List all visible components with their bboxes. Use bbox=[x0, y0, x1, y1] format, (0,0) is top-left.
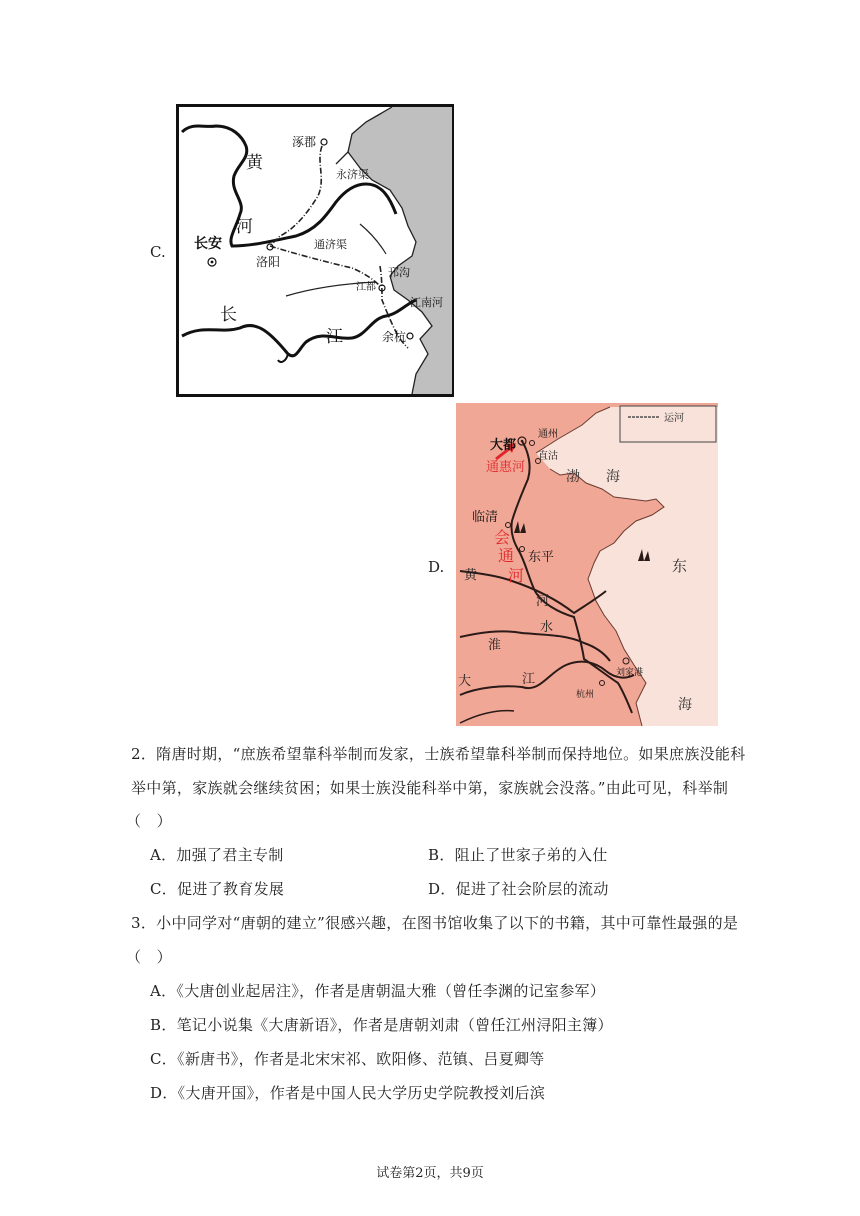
option-d-label: D. bbox=[428, 558, 445, 576]
map-c-label-jiang: 江 bbox=[326, 327, 343, 347]
map-d-legend-canal: 运河 bbox=[664, 413, 684, 424]
map-d-label-dadu: 大都 bbox=[490, 438, 517, 453]
map-c-label-hangou: 邗沟 bbox=[388, 266, 410, 279]
page-footer: 试卷第2页，共9页 bbox=[376, 1166, 484, 1181]
map-c-label-huang: 黄 bbox=[246, 153, 263, 173]
map-c-label-chang: 长 bbox=[220, 305, 237, 325]
map-c-label-jiangdu: 江都 bbox=[356, 282, 376, 293]
map-d-yuan-canal bbox=[456, 403, 718, 726]
map-d-label-huai: 淮 bbox=[488, 638, 502, 653]
map-d-label-huang: 黄 bbox=[464, 568, 478, 583]
map-d-label-hui: 会 bbox=[494, 528, 511, 547]
map-c-label-zhuojun: 涿郡 bbox=[292, 135, 317, 149]
map-d-label-zhigu: 直沽 bbox=[538, 451, 558, 462]
map-d-label-dongping: 东平 bbox=[528, 550, 555, 565]
question-3-option-d[interactable]: D．《大唐开国》，作者是中国人民大学历史学院教授刘后滨 bbox=[150, 1084, 546, 1102]
option-c-label: C. bbox=[150, 243, 166, 261]
question-3-line-1: 3．小中同学对“唐朝的建立”很感兴趣，在图书馆收集了以下的书籍，其中可靠性最强的是 bbox=[131, 914, 739, 932]
question-2-option-b[interactable]: B．阻止了世家子弟的入仕 bbox=[428, 846, 608, 864]
map-c-label-jiangnanhe: 江南河 bbox=[410, 296, 443, 309]
map-d-label-jiang: 江 bbox=[522, 672, 536, 687]
map-c-label-he: 河 bbox=[236, 217, 253, 237]
question-2-paren: （ ） bbox=[126, 812, 172, 830]
question-2-line-1: 2．隋唐时期，“庶族希望靠科举制而发家，士族希望靠科举制而保持地位。如果庶族没能科 bbox=[131, 745, 746, 763]
map-d-label-he3: 河 bbox=[536, 594, 550, 609]
question-3-option-b[interactable]: B．笔记小说集《大唐新语》，作者是唐朝刘肃（曾任江州浔阳主簿） bbox=[150, 1016, 613, 1034]
question-3-option-c[interactable]: C．《新唐书》，作者是北宋宋祁、欧阳修、范镇、吕夏卿等 bbox=[150, 1050, 545, 1068]
map-d-label-shui: 水 bbox=[540, 620, 554, 635]
map-d-label-dong: 东 bbox=[672, 557, 688, 575]
map-d-label-hangzhou: 杭州 bbox=[576, 690, 595, 700]
map-d-label-da: 大 bbox=[458, 674, 472, 689]
map-c-label-changan: 长安 bbox=[194, 236, 222, 252]
map-c-label-yuhang: 余杭 bbox=[382, 330, 407, 344]
map-d-label-hai: 海 bbox=[606, 469, 620, 485]
map-c-sui-canal bbox=[176, 104, 454, 397]
question-2-option-c[interactable]: C．促进了教育发展 bbox=[150, 880, 285, 898]
map-d-label-tonghuihe: 通惠河 bbox=[486, 460, 526, 475]
question-3-paren: （ ） bbox=[126, 948, 172, 966]
map-c-label-yongjiqu: 永济渠 bbox=[336, 168, 369, 181]
map-d-label-tongzhou: 通州 bbox=[538, 429, 558, 440]
map-d-label-he2: 河 bbox=[508, 566, 525, 585]
question-2-option-a[interactable]: A．加强了君主专制 bbox=[150, 846, 284, 864]
map-d-label-linqing: 临清 bbox=[472, 510, 499, 525]
map-d-label-hai2: 海 bbox=[678, 697, 692, 713]
question-3-option-a[interactable]: A．《大唐创业起居注》，作者是唐朝温大雅（曾任李渊的记室参军） bbox=[150, 982, 606, 1000]
map-d-label-liujiagang: 刘家港 bbox=[616, 668, 644, 678]
map-d-label-tong: 通 bbox=[498, 546, 515, 565]
map-c-label-luoyang: 洛阳 bbox=[256, 255, 281, 269]
question-2-line-2: 举中第，家族就会继续贫困；如果士族没能科举中第，家族就会没落。”由此可见，科举制 bbox=[131, 779, 729, 797]
map-d-label-bo: 渤 bbox=[566, 469, 580, 485]
question-2-option-d[interactable]: D．促进了社会阶层的流动 bbox=[428, 880, 609, 898]
map-c-label-tongjiqu: 通济渠 bbox=[314, 238, 347, 251]
